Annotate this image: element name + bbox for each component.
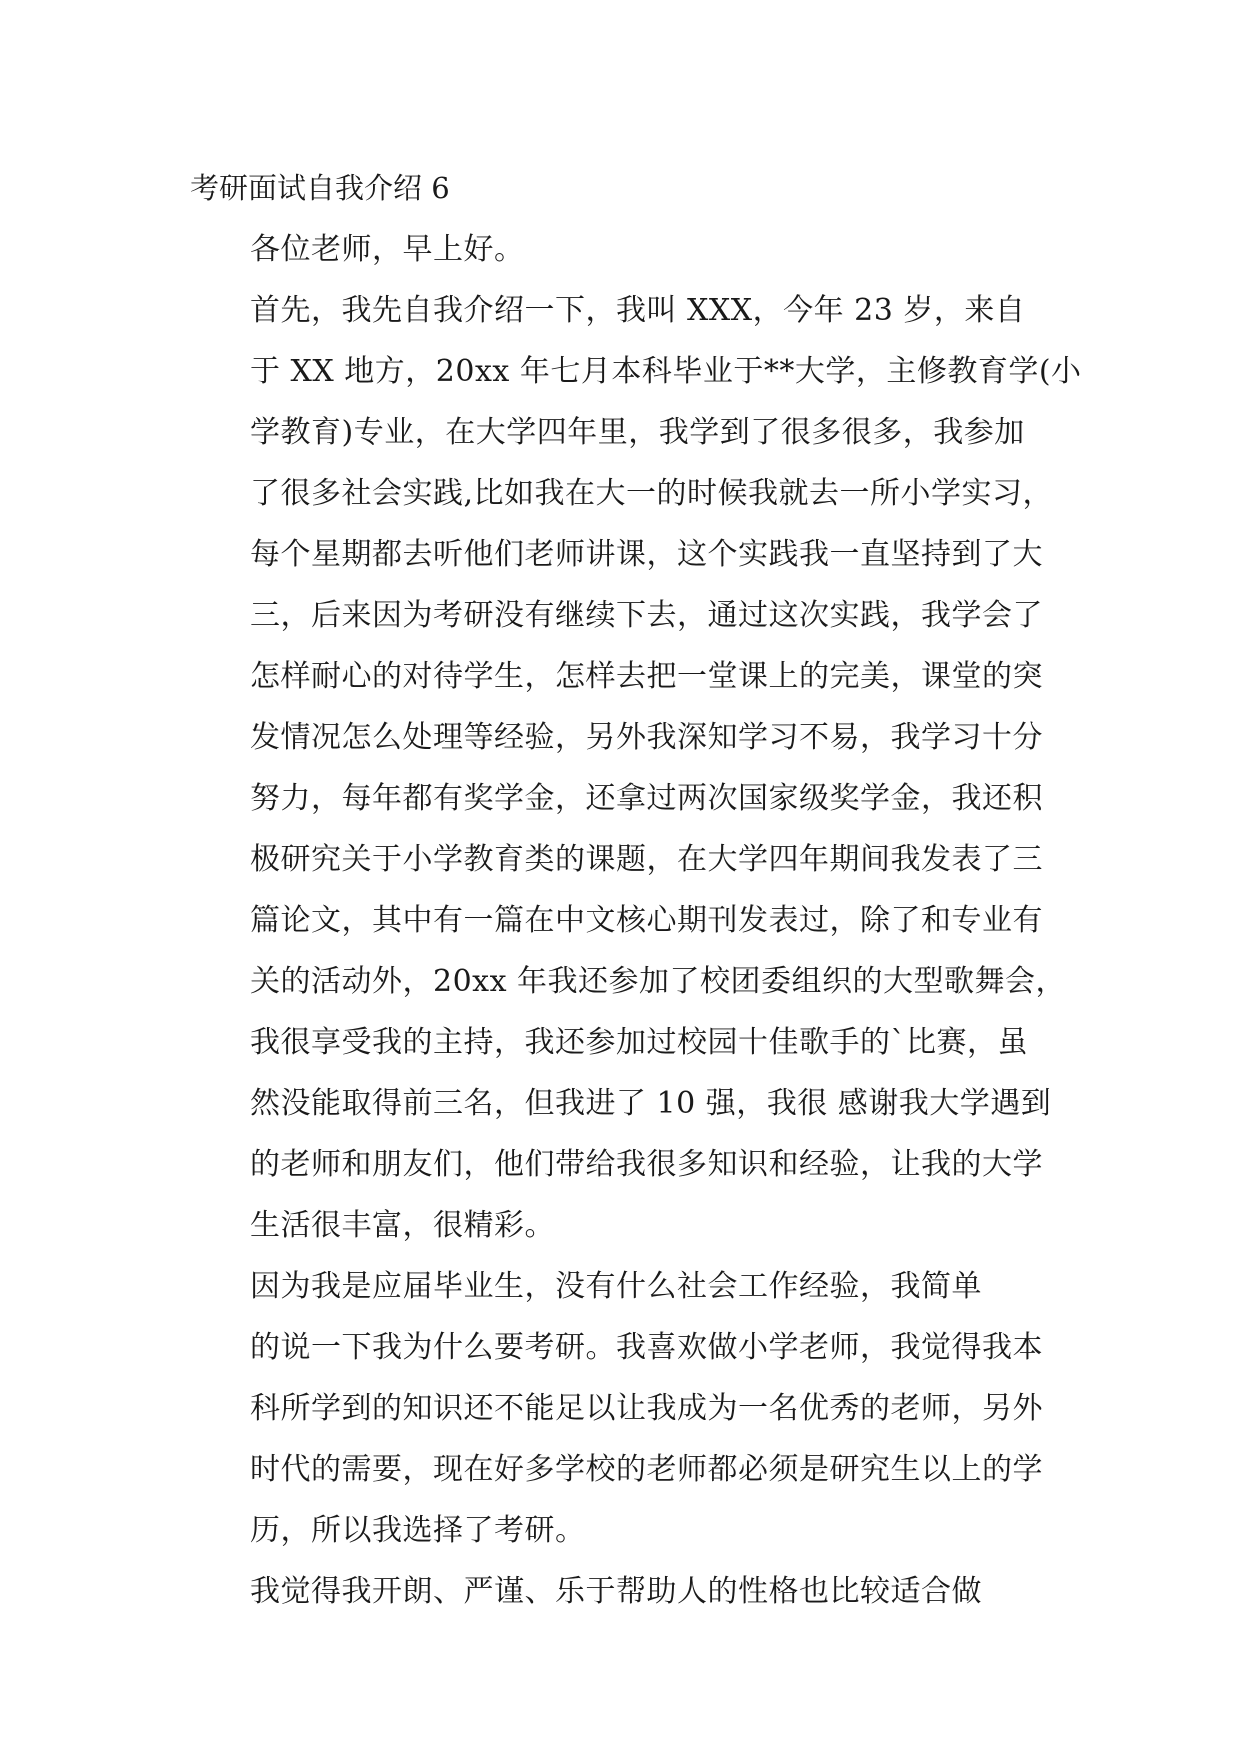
text-line: 的老师和朋友们，他们带给我很多知识和经验，让我的大学	[250, 1147, 1043, 1182]
paragraph-introduction	[190, 280, 1082, 1256]
text-line: 篇论文，其中有一篇在中文核心期刊发表过，除了和专业有	[250, 903, 1043, 938]
paragraph-motivation	[190, 1256, 1062, 1561]
text-line: 首先，我先自我介绍一下，我叫 XXX，今年 23 岁，来自	[250, 293, 1026, 328]
text-line: 我觉得我开朗、严谨、乐于帮助人的性格也比较适合做	[250, 1574, 982, 1609]
paragraph-greeting	[190, 219, 1062, 280]
text-line: 然没能取得前三名，但我进了 10 强，我很 感谢我大学遇到	[250, 1086, 1052, 1121]
text-line: 关的活动外，20xx 年我还参加了校团委组织的大型歌舞会，	[250, 964, 1067, 999]
document-body	[190, 158, 1082, 1622]
text-line: 时代的需要，现在好多学校的老师都必须是研究生以上的学	[250, 1452, 1043, 1487]
document-title: 考研面试自我介绍 6	[190, 171, 450, 205]
text-line: 我很享受我的主持，我还参加过校园十佳歌手的`比赛，虽	[250, 1025, 1028, 1060]
text-line: 历，所以我选择了考研。	[250, 1513, 586, 1548]
text-line: 科所学到的知识还不能足以让我成为一名优秀的老师，另外	[250, 1391, 1043, 1426]
text-line: 了很多社会实践,比如我在大一的时候我就去一所小学实习，	[250, 476, 1054, 511]
text-line: 的说一下我为什么要考研。我喜欢做小学老师，我觉得我本	[250, 1330, 1043, 1365]
paragraph-personality	[190, 1561, 1062, 1622]
text-line: 极研究关于小学教育类的课题，在大学四年期间我发表了三	[250, 842, 1043, 877]
text-line: 因为我是应届毕业生，没有什么社会工作经验，我简单	[250, 1269, 982, 1304]
text-line: 发情况怎么处理等经验，另外我深知学习不易，我学习十分	[250, 720, 1043, 755]
text-line: 各位老师，早上好。	[250, 232, 525, 267]
text-line: 学教育)专业，在大学四年里，我学到了很多很多，我参加	[250, 415, 1025, 450]
text-line: 生活很丰富，很精彩。	[250, 1208, 555, 1243]
text-line: 努力，每年都有奖学金，还拿过两次国家级奖学金，我还积	[250, 781, 1043, 816]
text-line: 每个星期都去听他们老师讲课，这个实践我一直坚持到了大	[250, 537, 1043, 572]
text-line: 怎样耐心的对待学生，怎样去把一堂课上的完美，课堂的突	[250, 659, 1043, 694]
text-line: 于 XX 地方，20xx 年七月本科毕业于**大学，主修教育学(小	[250, 354, 1082, 389]
text-line: 三，后来因为考研没有继续下去，通过这次实践，我学会了	[250, 598, 1043, 633]
